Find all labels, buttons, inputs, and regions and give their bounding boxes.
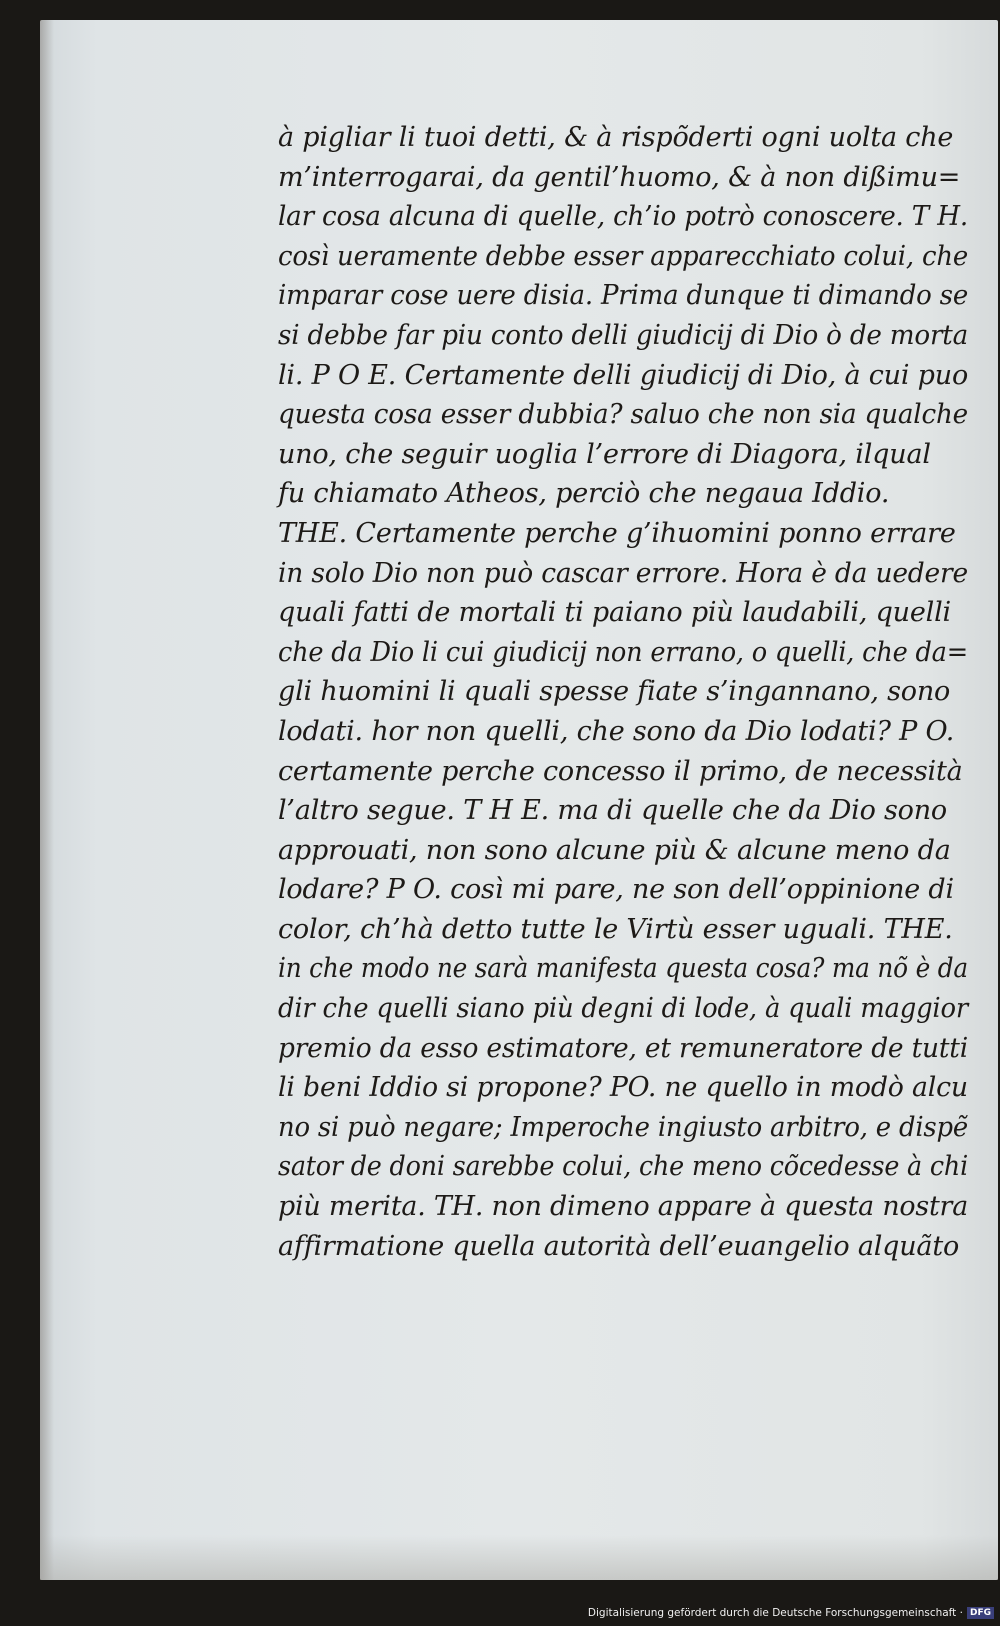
- text-line: THE. Certamente perche g’ihuomini ponno errare: [278, 517, 956, 549]
- text-line: certamente perche concesso il primo, de necessità: [278, 755, 963, 787]
- text-line: l’altro segue. T H E. ma di quelle che da Dio sono: [278, 795, 947, 827]
- text-line: così ueramente debbe esser apparecchiato colui, che: [278, 240, 969, 272]
- text-line: lodati. hor non quelli, che sono da Dio lodati? P O.: [278, 715, 955, 747]
- text-line: li. P O E. Certamente delli giudicij di Dio, à cui puo: [278, 359, 969, 391]
- text-line: sator de doni sarebbe colui, che meno cõcedesse à chi: [278, 1151, 969, 1183]
- text-line: che da Dio li cui giudicij non errano, o quelli, che da=: [278, 636, 968, 668]
- text-line: color, ch’hà detto tutte le Virtù esser uguali. THE.: [278, 913, 953, 945]
- text-line: approuati, non sono alcune più & alcune meno da: [278, 834, 951, 866]
- text-line: no si può negare; Imperoche ingiusto arbitro, e dispẽ: [278, 1111, 969, 1143]
- text-line: in che modo ne sarà manifesta questa cosa? ma nõ è da: [278, 953, 968, 985]
- page-gutter-shadow: [40, 20, 54, 1580]
- text-line: questa cosa esser dubbia? saluo che non sia qualche: [278, 399, 968, 431]
- digitization-credit: [588, 1606, 994, 1620]
- text-line: si debbe far piu conto delli giudicij di Dio ò de morta: [278, 319, 969, 351]
- credit-text: Digitalisierung gefördert durch die Deutsche Forschungsgemeinschaft ·: [587, 1607, 963, 1619]
- text-line: dir che quelli siano più degni di lode, à quali maggior: [278, 993, 968, 1025]
- dfg-logo: DFG: [967, 1607, 994, 1619]
- text-line: premio da esso estimatore, et remuneratore de tutti: [278, 1032, 969, 1064]
- text-line: gli huomini li quali spesse fiate s’ingannano, sono: [278, 676, 951, 708]
- text-line: lar cosa alcuna di quelle, ch’io potrò conoscere. T H.: [278, 201, 968, 233]
- text-line: lodare? P O. così mi pare, ne son dell’oppinione di: [278, 874, 954, 906]
- text-line: fu chiamato Atheos, perciò che negaua Iddio.: [278, 478, 890, 510]
- page-bottom-edge: [40, 1535, 998, 1580]
- page-text-block: [278, 118, 968, 1266]
- text-line: quali fatti de mortali ti paiano più laudabili, quelli: [278, 597, 951, 629]
- text-line: à pigliar li tuoi detti, & à rispõderti ogni uolta che: [278, 122, 954, 153]
- text-line: in solo Dio non può cascar errore. Hora è da uedere: [278, 557, 968, 589]
- text-line: m’interrogarai, da gentil’huomo, & à non dißimu=: [278, 161, 961, 193]
- text-line: affirmatione quella autorità dell’euangelio alquãto: [278, 1230, 960, 1262]
- text-line: li beni Iddio si propone? PO. ne quello in modò alcu: [278, 1072, 968, 1104]
- text-line: più merita. TH. non dimeno appare à questa nostra: [278, 1191, 969, 1223]
- text-line: imparar cose uere disia. Prima dunque ti dimando se: [278, 280, 969, 312]
- text-line: uno, che seguir uoglia l’errore di Diagora, ilqual: [278, 438, 931, 470]
